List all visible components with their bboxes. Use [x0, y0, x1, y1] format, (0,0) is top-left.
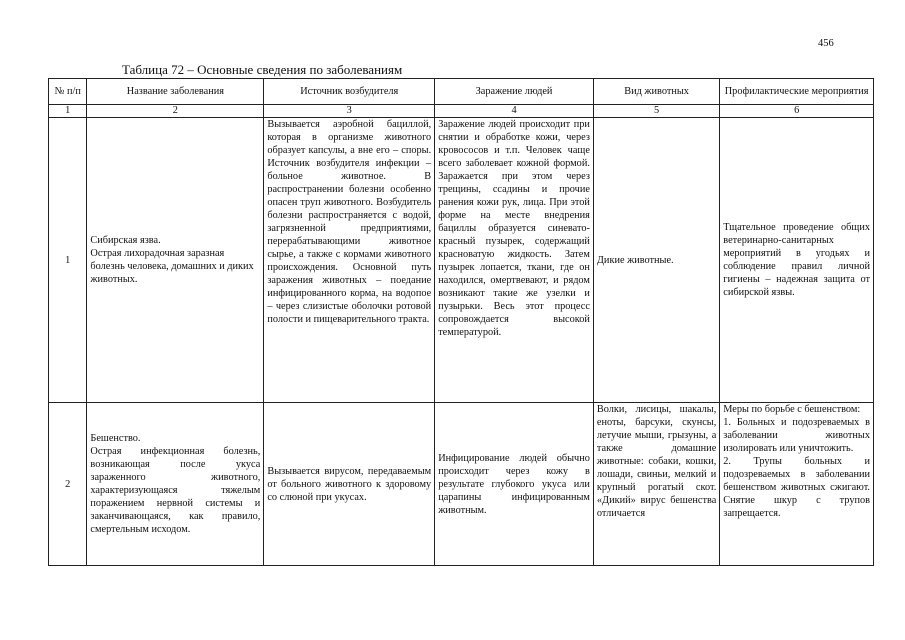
text-line: Меры по борьбе с бешенством: — [723, 404, 861, 415]
column-number: 4 — [435, 105, 594, 118]
column-number: 1 — [49, 105, 87, 118]
disease-name — [87, 403, 264, 566]
text-line: Острая инфекционная болезнь, возникающая после укуса зараженного животного, характеризующаяся тяжелым поражением нервной системы и заканчивающаяся, как правило, смертельным исходом. — [90, 446, 261, 535]
disease-name — [87, 118, 264, 403]
text-line: 2. Трупы больных и подозреваемых в заболевании бешенством животных сжигают. Снятие шкур с трупов запрещается. — [723, 456, 870, 519]
animal-species: Волки, лисицы, шакалы, еноты, барсуки, скунсы, летучие мыши, грызуны, а также домашние животные: собаки, кошки, лошади, свиньи, мелкий и крупный рогатый скот. «Дикий» вирус бешенства отличается — [593, 403, 719, 566]
table-row — [49, 403, 874, 566]
column-header-animals: Вид животных — [593, 79, 719, 105]
text-line: Бешенство. — [90, 433, 141, 444]
table-caption: Таблица 72 – Основные сведения по заболеваниям — [122, 62, 403, 77]
human-infection: Заражение людей происходит при снятии и обработке кожи, через кровососов и т.п. Человек чаще всего заболевает кожной формой. Заражается при этом через трещины, ссадины и прочие ранения кожи рук, лица. При этой форме на месте внедрения бациллы образуется синевато-красный пузырек, содержащий красноватую жидкость. Затем пузырек лопается, ткани, где он находился, омертвевают, и рядом возникают такие же узелки и пузырьки. Весь этот процесс сопровождается высокой температурой. — [435, 118, 594, 403]
table-row — [49, 118, 874, 403]
column-numbers-row — [49, 105, 874, 118]
row-number: 1 — [49, 118, 87, 403]
column-header-num: № п/п — [49, 79, 87, 105]
text-line: Сибирская язва. — [90, 235, 161, 246]
column-header-prevention: Профилактические мероприятия — [720, 79, 874, 105]
page-number: 456 — [818, 38, 834, 49]
column-number: 2 — [87, 105, 264, 118]
text-line: Острая лихорадочная заразная болезнь человека, домашних и диких животных. — [90, 248, 254, 285]
table-header-row — [49, 79, 874, 105]
column-number: 6 — [720, 105, 874, 118]
pathogen-source: Вызывается вирусом, передаваемым от больного животного к здоровому со слюной при укусах. — [264, 403, 435, 566]
diseases-table — [48, 78, 874, 566]
column-number: 3 — [264, 105, 435, 118]
column-header-name: Название заболевания — [87, 79, 264, 105]
human-infection: Инфицирование людей обычно происходит через кожу в результате глубокого укуса или царапины инфицированным животным. — [435, 403, 594, 566]
text-line: 1. Больных и подозреваемых в заболевании животных изолировать или уничтожить. — [723, 417, 870, 454]
preventive-measures — [720, 403, 874, 566]
row-number: 2 — [49, 403, 87, 566]
pathogen-source: Вызывается аэробной бациллой, которая в организме животного образует капсулы, а вне его – споры. Источник возбудителя инфекции – больное животное. В распространении болезни особенно опасен труп животного. Возбудитель болезни распространяется с водой, загрязненной предприятиями, перерабатывающими животное сырье, а также с кормами животного происхождения. Основной путь заражения животных – поедание инфицированного корма, на водопое – через слизистые оболочки ротовой полости и пищеварительного тракта. — [264, 118, 435, 403]
column-header-source: Источник возбудителя — [264, 79, 435, 105]
column-number: 5 — [593, 105, 719, 118]
animal-species: Дикие животные. — [593, 118, 719, 403]
preventive-measures: Тщательное проведение общих ветеринарно-санитарных мероприятий в угодьях и соблюдение правил личной гигиены – надежная защита от сибирской язвы. — [720, 118, 874, 403]
column-header-infection: Заражение людей — [435, 79, 594, 105]
